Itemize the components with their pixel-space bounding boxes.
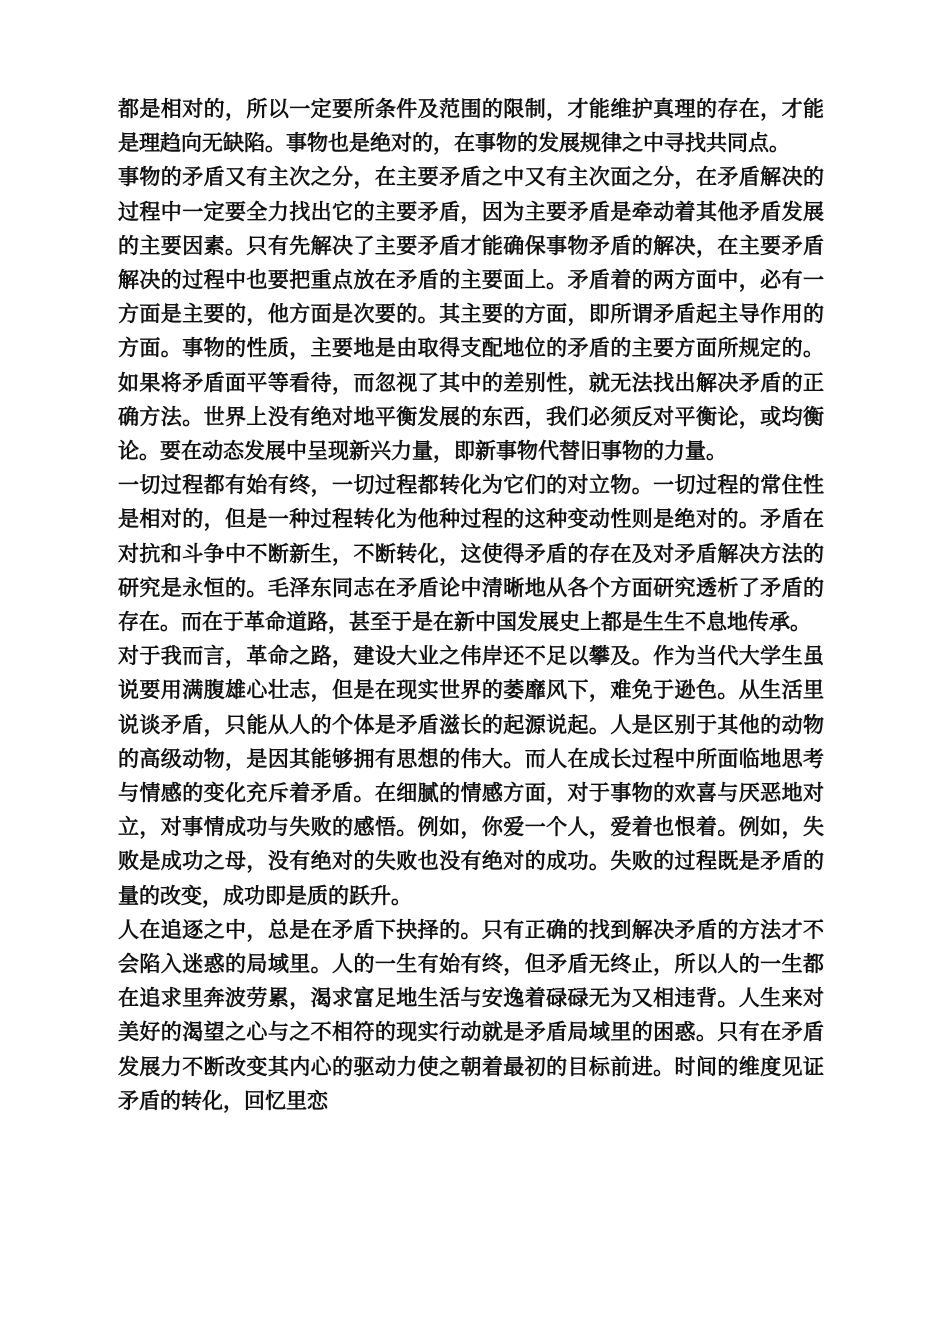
document-body (118, 92, 824, 1118)
paragraph: 一切过程都有始有终，一切过程都转化为它们的对立物。一切过程的常住性是相对的，但是一种过程转化为他种过程的这种变动性则是绝对的。矛盾在对抗和斗争中不断新生，不断转化，这使得矛盾的存在及对矛盾解决方法的研究是永恒的。毛泽东同志在矛盾论中清晰地从各个方面研究透析了矛盾的存在。而在于革命道路，甚至于是在新中国发展史上都是生生不息地传承。 (118, 473, 824, 635)
paragraph: 事物的矛盾又有主次之分，在主要矛盾之中又有主次面之分，在矛盾解决的过程中一定要全力找出它的主要矛盾，因为主要矛盾是牵动着其他矛盾发展的主要因素。只有先解决了主要矛盾才能确保事物矛盾的解决，在主要矛盾解决的过程中也要把重点放在矛盾的主要面上。矛盾着的两方面中，必有一方面是主要的，他方面是次要的。其主要的方面，即所谓矛盾起主导作用的方面。事物的性质，主要地是由取得支配地位的矛盾的主要方面所规定的。如果将矛盾面平等看待，而忽视了其中的差别性，就无法找出解决矛盾的正确方法。世界上没有绝对地平衡发展的东西，我们必须反对平衡论，或均衡论。要在动态发展中呈现新兴力量，即新事物代替旧事物的力量。 (118, 165, 824, 464)
paragraph: 人在追逐之中，总是在矛盾下抉择的。只有正确的找到解决矛盾的方法才不会陷入迷惑的局域里。人的一生有始有终，但矛盾无终止，所以人的一生都在追求里奔波劳累，渴求富足地生活与安逸着碌碌无为又相违背。人生来对美好的渴望之心与之不相符的现实行动就是矛盾局域里的困惑。只有在矛盾发展力不断改变其内心的驱动力使之朝着最初的目标前进。时间的维度见证矛盾的转化，回忆里恋 (118, 917, 824, 1113)
paragraph: 对于我而言，革命之路，建设大业之伟岸还不足以攀及。作为当代大学生虽说要用满腹雄心壮志，但是在现实世界的萎靡风下，难免于逊色。从生活里说谈矛盾，只能从人的个体是矛盾滋长的起源说起。人是区别于其他的动物的高级动物，是因其能够拥有思想的伟大。而人在成长过程中所面临地思考与情感的变化充斥着矛盾。在细腻的情感方面，对于事物的欢喜与厌恶地对立，对事情成功与失败的感悟。例如，你爱一个人，爱着也恨着。例如，失败是成功之母，没有绝对的失败也没有绝对的成功。失败的过程既是矛盾的量的改变，成功即是质的跃升。 (118, 644, 824, 908)
paragraph: 都是相对的，所以一定要所条件及范围的限制，才能维护真理的存在，才能是理趋向无缺陷。事物也是绝对的，在事物的发展规律之中寻找共同点。 (118, 97, 824, 156)
